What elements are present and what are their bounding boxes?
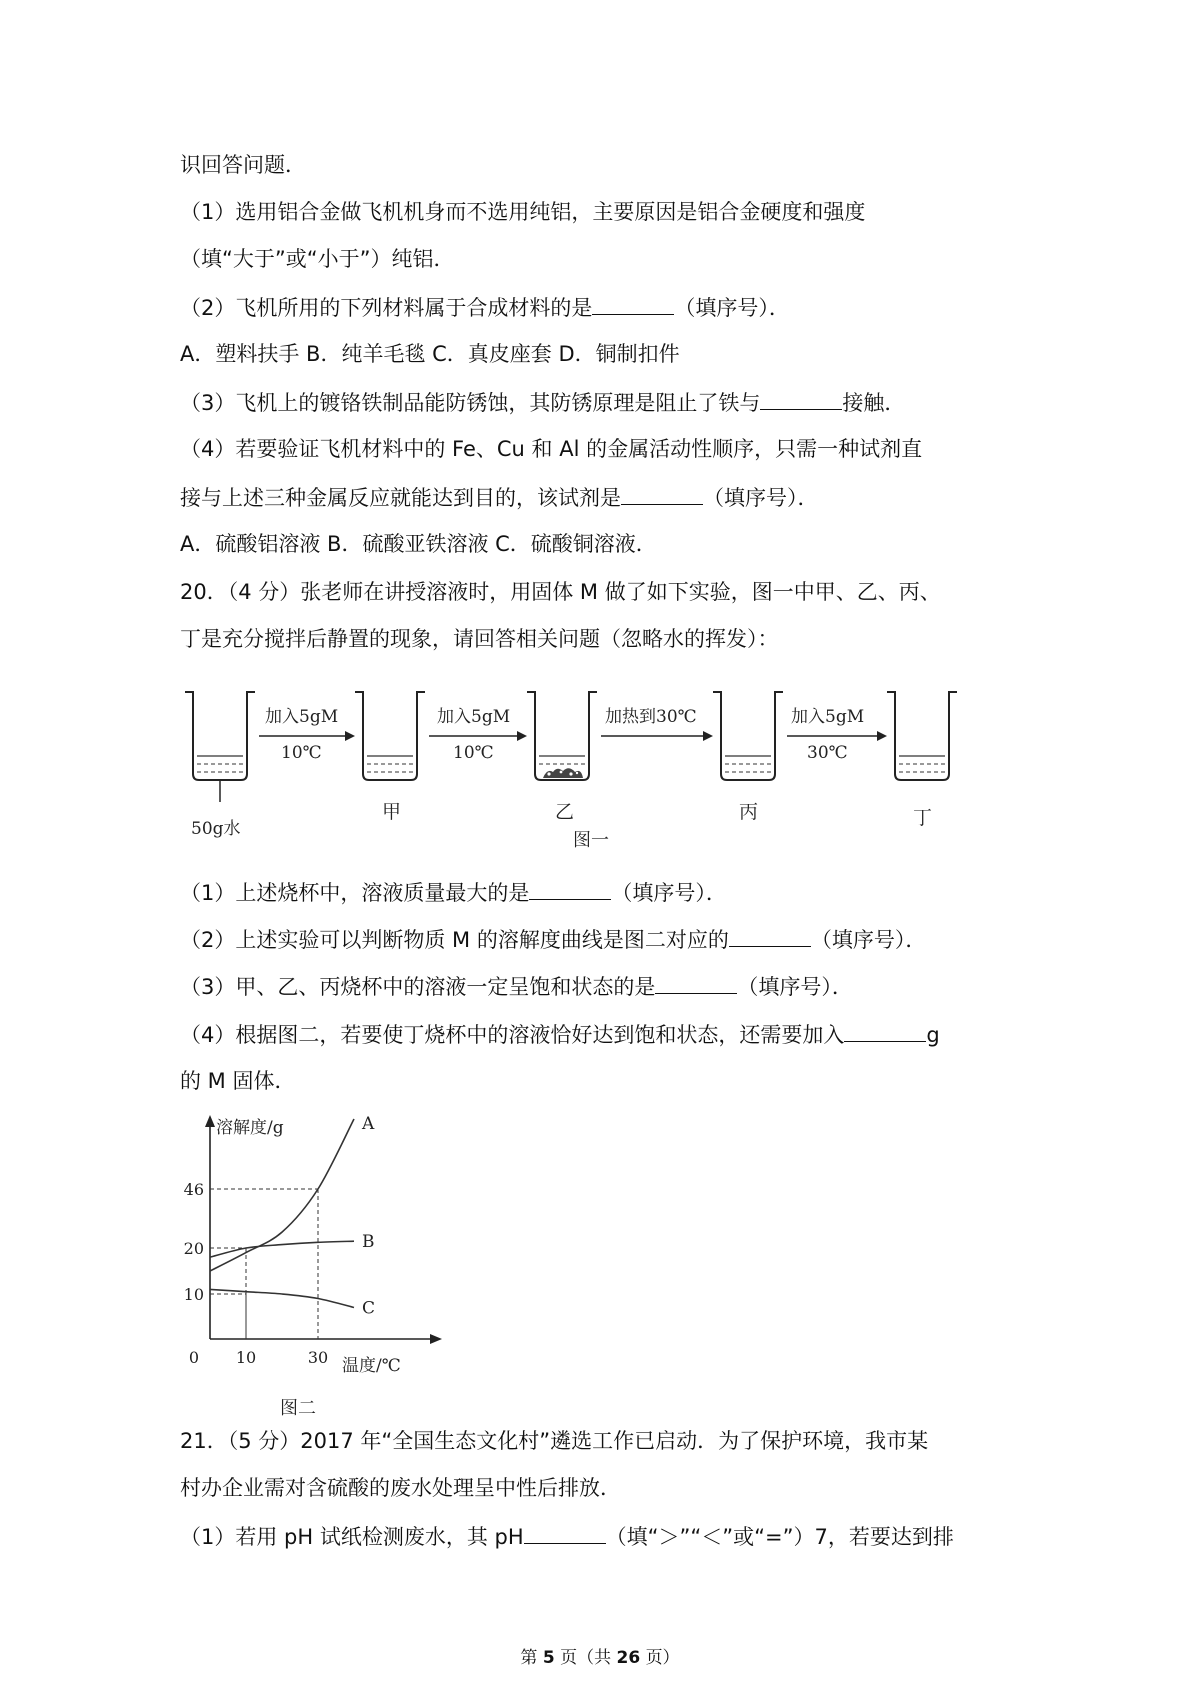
text-line-13: [180, 924, 926, 955]
text-line-14: [180, 971, 853, 1002]
arrow-step-1: [259, 731, 355, 741]
text-line-3: [180, 244, 455, 274]
answer-blank: [592, 292, 674, 315]
page-total: 26: [616, 1648, 641, 1668]
beaker-jia-label: 甲: [382, 801, 402, 823]
line-text: （4）若要验证飞机材料中的 Fe、Cu 和 Al 的金属活动性顺序，只需一种试剂直: [180, 437, 923, 461]
curve-b: [210, 1241, 354, 1257]
text-line-11: [180, 624, 779, 654]
line-text: A．硫酸铝溶液 B．硫酸亚铁溶液 C．硫酸铜溶液．: [180, 532, 657, 556]
text-line-12: [180, 877, 727, 908]
text-line-4: [180, 292, 790, 323]
answer-blank: [844, 1019, 926, 1042]
line-text: （填序号）．: [611, 881, 727, 905]
text-line-1: [180, 150, 306, 180]
beaker-bing-label: 丙: [739, 801, 759, 823]
line-text: （1）若用 pH 试纸检测废水，其 pH: [180, 1525, 524, 1549]
line-text: （4）根据图二，若要使丁烧杯中的溶液恰好达到饱和状态，还需要加入: [180, 1023, 845, 1047]
y-axis-label: 溶解度/g: [216, 1118, 284, 1138]
step3-top-label: 加热到30℃: [605, 707, 697, 727]
answer-blank: [729, 924, 811, 947]
step1-top-label: 加入5gM: [265, 707, 339, 727]
answer-blank: [524, 1521, 606, 1544]
line-text: （填“＞”“＜”或“=”）7，若要达到排: [605, 1525, 954, 1549]
text-line-9: [180, 529, 657, 559]
text-line-16: [180, 1066, 295, 1096]
line-text: 识回答问题．: [180, 153, 306, 177]
text-line-19: [180, 1521, 954, 1552]
y-tick-label: 20: [183, 1239, 204, 1258]
solubility-curves: [210, 1114, 375, 1319]
text-line-18: [180, 1473, 621, 1503]
step1-bottom-label: 10℃: [281, 743, 322, 763]
step2-top-label: 加入5gM: [437, 707, 511, 727]
y-tick-label: 46: [183, 1180, 204, 1199]
line-text: g: [926, 1023, 940, 1047]
beaker-water: [185, 692, 255, 802]
text-line-10: [180, 577, 941, 607]
line-text: （2）飞机所用的下列材料属于合成材料的是: [180, 296, 593, 320]
text-line-7: [180, 434, 922, 464]
curve-label-b: B: [362, 1232, 375, 1253]
answer-blank: [655, 971, 737, 994]
line-text: （1）上述烧杯中，溶液质量最大的是: [180, 881, 530, 905]
footer-text: 页）: [645, 1648, 680, 1668]
page-footer: [0, 1643, 1200, 1668]
answer-blank: [529, 877, 611, 900]
y-tick-label: 10: [183, 1285, 204, 1304]
step2-bottom-label: 10℃: [453, 743, 494, 763]
page-number: 5: [542, 1648, 555, 1668]
text-line-2: [180, 197, 865, 227]
text-line-15: [180, 1019, 940, 1050]
line-text: 接触．: [842, 391, 906, 415]
line-text: 20．（4 分）张老师在讲授溶液时，用固体 M 做了如下实验，图一中甲、乙、丙、: [180, 580, 941, 604]
line-text: （1）选用铝合金做飞机机身而不选用纯铝，主要原因是铝合金硬度和强度: [180, 200, 866, 224]
water-label: 50g水: [191, 819, 241, 839]
step4-top-label: 加入5gM: [791, 707, 865, 727]
line-text: A．塑料扶手 B．纯羊毛毯 C．真皮座套 D．铜制扣件: [180, 342, 680, 366]
line-text: （3）飞机上的镀铬铁制品能防锈蚀，其防锈原理是阻止了铁与: [180, 391, 761, 415]
line-text: 接与上述三种金属反应就能达到目的，该试剂是: [180, 486, 621, 510]
line-text: 丁是充分搅拌后静置的现象，请回答相关问题（忽略水的挥发）：: [180, 627, 779, 651]
footer-text: 页（共: [560, 1648, 612, 1668]
x-axis-label: 温度/℃: [342, 1356, 401, 1376]
line-text: （填序号）．: [703, 486, 819, 510]
arrow-step-3: [601, 731, 713, 741]
line-text: 村办企业需对含硫酸的废水处理呈中性后排放．: [180, 1476, 621, 1500]
line-text: （填“大于”或“小于”）纯铝．: [180, 247, 455, 271]
line-text: 21．（5 分）2017 年“全国生态文化村”遴选工作已启动．为了保护环境，我市某: [180, 1429, 929, 1453]
figure-two-caption: 图二: [280, 1398, 316, 1419]
text-line-6: [180, 387, 905, 418]
figure-one-experiment: [185, 684, 1045, 874]
beaker-jia: [355, 692, 425, 780]
beaker-ding-label: 丁: [913, 807, 933, 829]
beaker-ding: [887, 692, 957, 780]
answer-blank: [621, 482, 703, 505]
arrow-step-4: [787, 731, 887, 741]
curve-label-c: C: [362, 1298, 376, 1319]
step4-bottom-label: 30℃: [807, 743, 848, 763]
beaker-bing: [713, 692, 783, 780]
line-text: 的 M 固体．: [180, 1069, 296, 1093]
x-tick-label: 30: [307, 1348, 329, 1367]
arrow-step-2: [429, 731, 527, 741]
line-text: （2）上述实验可以判断物质 M 的溶解度曲线是图二对应的: [180, 928, 729, 952]
beaker-yi-label: 乙: [555, 801, 575, 823]
answer-blank: [760, 387, 842, 410]
line-text: （填序号）．: [737, 975, 853, 999]
curve-label-a: A: [362, 1114, 375, 1134]
figure-one-caption: 图一: [573, 830, 609, 851]
line-text: （填序号）．: [674, 296, 790, 320]
text-line-8: [180, 482, 819, 513]
x-tick-label: 0: [188, 1348, 200, 1367]
figure-two-solubility-chart: [180, 1113, 480, 1423]
chart-axes: [205, 1115, 442, 1344]
curve-c: [210, 1289, 354, 1307]
footer-text: 第: [520, 1648, 538, 1668]
text-line-17: [180, 1426, 928, 1456]
text-line-5: [180, 339, 680, 369]
beaker-yi: [527, 692, 597, 780]
x-tick-label: 10: [235, 1348, 257, 1367]
line-text: （3）甲、乙、丙烧杯中的溶液一定呈饱和状态的是: [180, 975, 656, 999]
line-text: （填序号）．: [810, 928, 927, 952]
